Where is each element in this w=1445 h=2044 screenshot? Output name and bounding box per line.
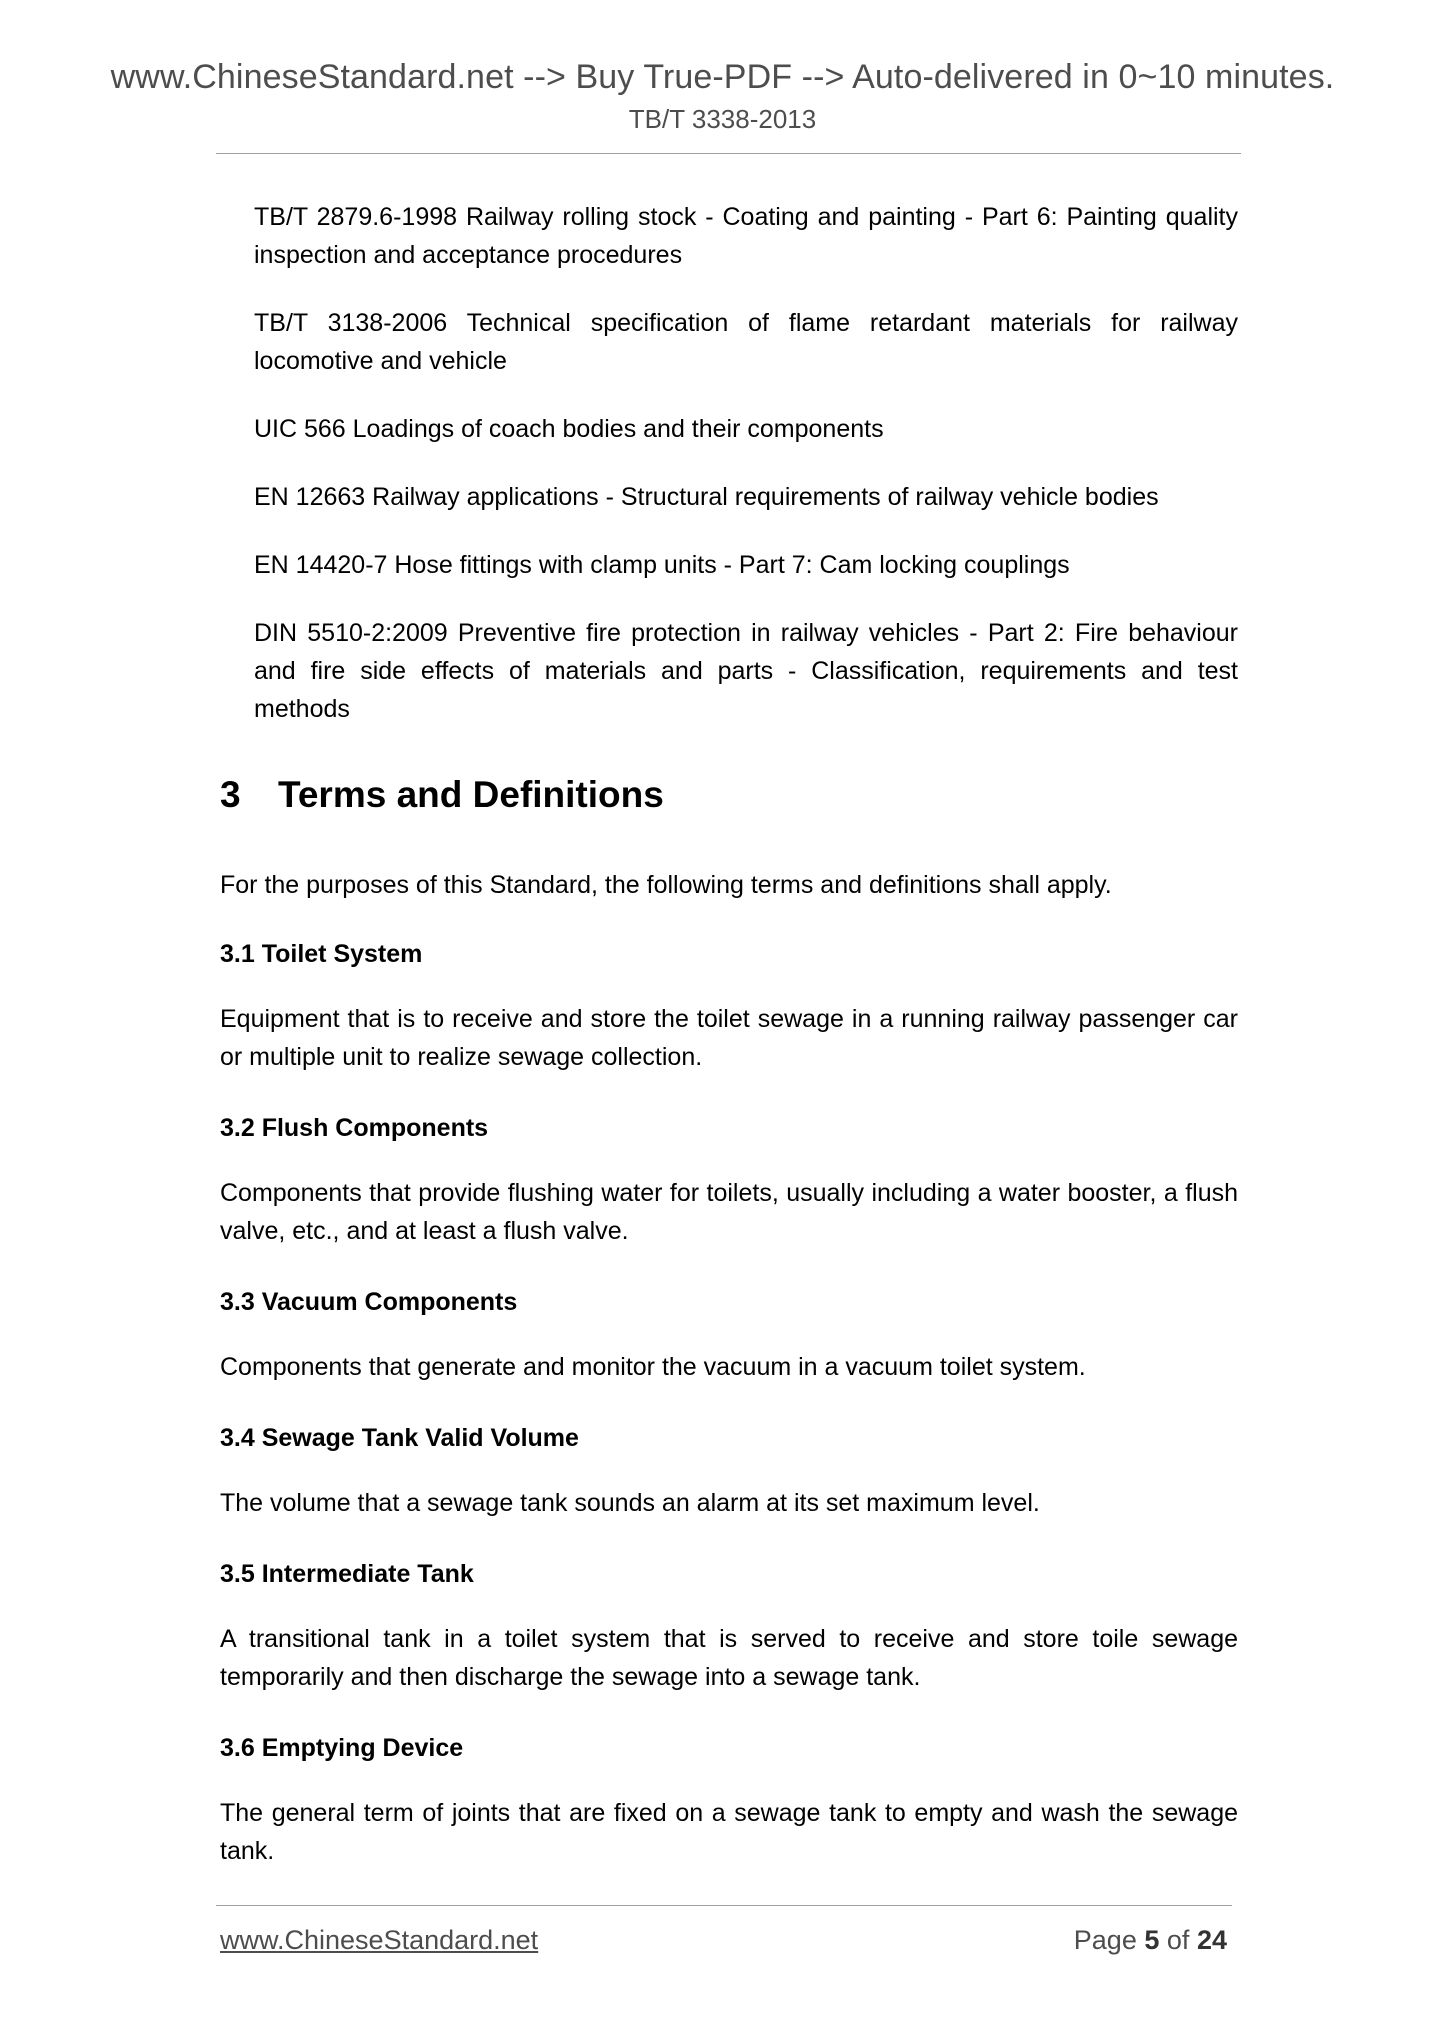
section-heading [220,774,664,816]
term-heading: 3.4 Sewage Tank Valid Volume [220,1424,579,1452]
term-definition: A transitional tank in a toilet system that is served to receive and store toile sewage temporarily and then discharge the sewage into a sewage tank. [220,1625,1238,1691]
term-definition: Components that generate and monitor the vacuum in a vacuum toilet system. [220,1353,1086,1381]
page-indicator [1074,1925,1227,1956]
section-title: Terms and Definitions [278,774,664,815]
of-label: of [1166,1925,1190,1955]
term-definition: The volume that a sewage tank sounds an alarm at its set maximum level. [220,1489,1040,1517]
term-definition: Equipment that is to receive and store the toilet sewage in a running railway passenger car or multiple unit to realize sewage collection. [220,1005,1238,1071]
header-divider [216,153,1241,154]
page-number: 5 [1144,1925,1160,1955]
term-heading: 3.3 Vacuum Components [220,1288,518,1316]
header-banner: www.ChineseStandard.net --> Buy True-PDF --> Auto-delivered in 0~10 minutes. [110,58,1335,96]
standard-code: TB/T 3338-2013 [628,104,817,134]
term-heading: 3.5 Intermediate Tank [220,1560,474,1588]
term-definition: Components that provide flushing water for toilets, usually including a water booster, a flush valve, etc., and at least a flush valve. [220,1179,1238,1245]
term-heading: 3.6 Emptying Device [220,1734,464,1762]
reference-item: DIN 5510-2:2009 Preventive fire protection in railway vehicles - Part 2: Fire behaviour and fire side effects of materials and parts - Classification, requirements and test methods [254,619,1238,723]
reference-item: TB/T 3138-2006 Technical specification of flame retardant materials for railway locomotive and vehicle [254,309,1238,375]
reference-item: TB/T 2879.6-1998 Railway rolling stock - Coating and painting - Part 6: Painting quality inspection and acceptance procedures [254,203,1238,269]
section-number: 3 [220,774,241,815]
footer-website-link[interactable]: www.ChineseStandard.net [220,1925,539,1955]
term-heading: 3.1 Toilet System [220,940,423,968]
page-total: 24 [1196,1925,1227,1955]
term-heading: 3.2 Flush Components [220,1114,489,1142]
reference-item: EN 12663 Railway applications - Structural requirements of railway vehicle bodies [254,483,1159,511]
footer-divider [216,1905,1232,1906]
reference-item: EN 14420-7 Hose fittings with clamp units - Part 7: Cam locking couplings [254,551,1070,579]
term-definition: The general term of joints that are fixed on a sewage tank to empty and wash the sewage tank. [220,1799,1238,1865]
reference-item: UIC 566 Loadings of coach bodies and their components [254,415,884,443]
section-intro: For the purposes of this Standard, the following terms and definitions shall apply. [220,871,1112,899]
page-label: Page [1073,1925,1137,1955]
